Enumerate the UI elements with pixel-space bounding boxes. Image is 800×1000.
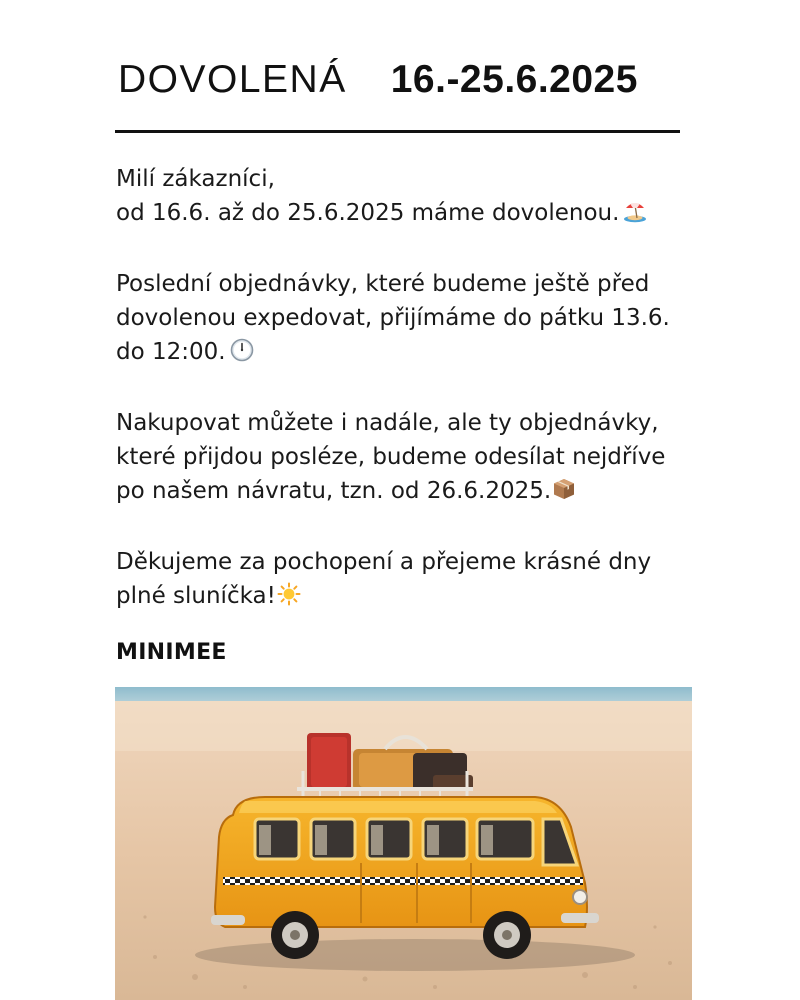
paragraph-shopping (116, 406, 716, 511)
orders-line-2: dovolenou expedovat, přijímáme do pátku 13.6. (116, 305, 670, 331)
title-divider (115, 130, 680, 133)
package-icon (552, 477, 576, 511)
paragraph-intro (116, 162, 716, 233)
shopping-line-1: Nakupovat můžete i nadále, ale ty objednávky, (116, 410, 659, 436)
orders-line-1: Poslední objednávky, které budeme ještě před (116, 271, 650, 297)
page-title (118, 52, 688, 108)
vacation-dates-line (116, 196, 716, 233)
sun-icon (277, 582, 301, 616)
shopping-line-3: po našem návratu, tzn. od 26.6.2025. (116, 478, 552, 504)
shopping-line-3-wrap (116, 474, 716, 511)
orders-line-3: do 12:00. (116, 339, 226, 365)
shopping-line-2: které přijdou posléze, budeme odesílat nejdříve (116, 444, 666, 470)
paragraph-thanks (116, 545, 716, 616)
orders-line-3-wrap (116, 335, 716, 372)
beach-umbrella-icon (623, 199, 647, 233)
clock-icon (230, 338, 254, 372)
thanks-line-2-wrap (116, 579, 716, 616)
toy-bus-illustration (115, 687, 692, 1000)
title-dates: 16.-25.6.2025 (390, 58, 638, 101)
message-body (116, 162, 716, 650)
vacation-dates-text: od 16.6. až do 25.6.2025 máme dovolenou. (116, 200, 620, 226)
paragraph-orders (116, 267, 716, 372)
thanks-line-1: Děkujeme za pochopení a přejeme krásné dny (116, 549, 652, 575)
toy-bus-photo (115, 687, 692, 1000)
thanks-line-2: plné sluníčka! (116, 583, 276, 609)
greeting-text: Milí zákazníci, (116, 166, 275, 192)
title-word: DOVOLENÁ (118, 58, 347, 101)
signature: MINIMEE (116, 640, 227, 665)
